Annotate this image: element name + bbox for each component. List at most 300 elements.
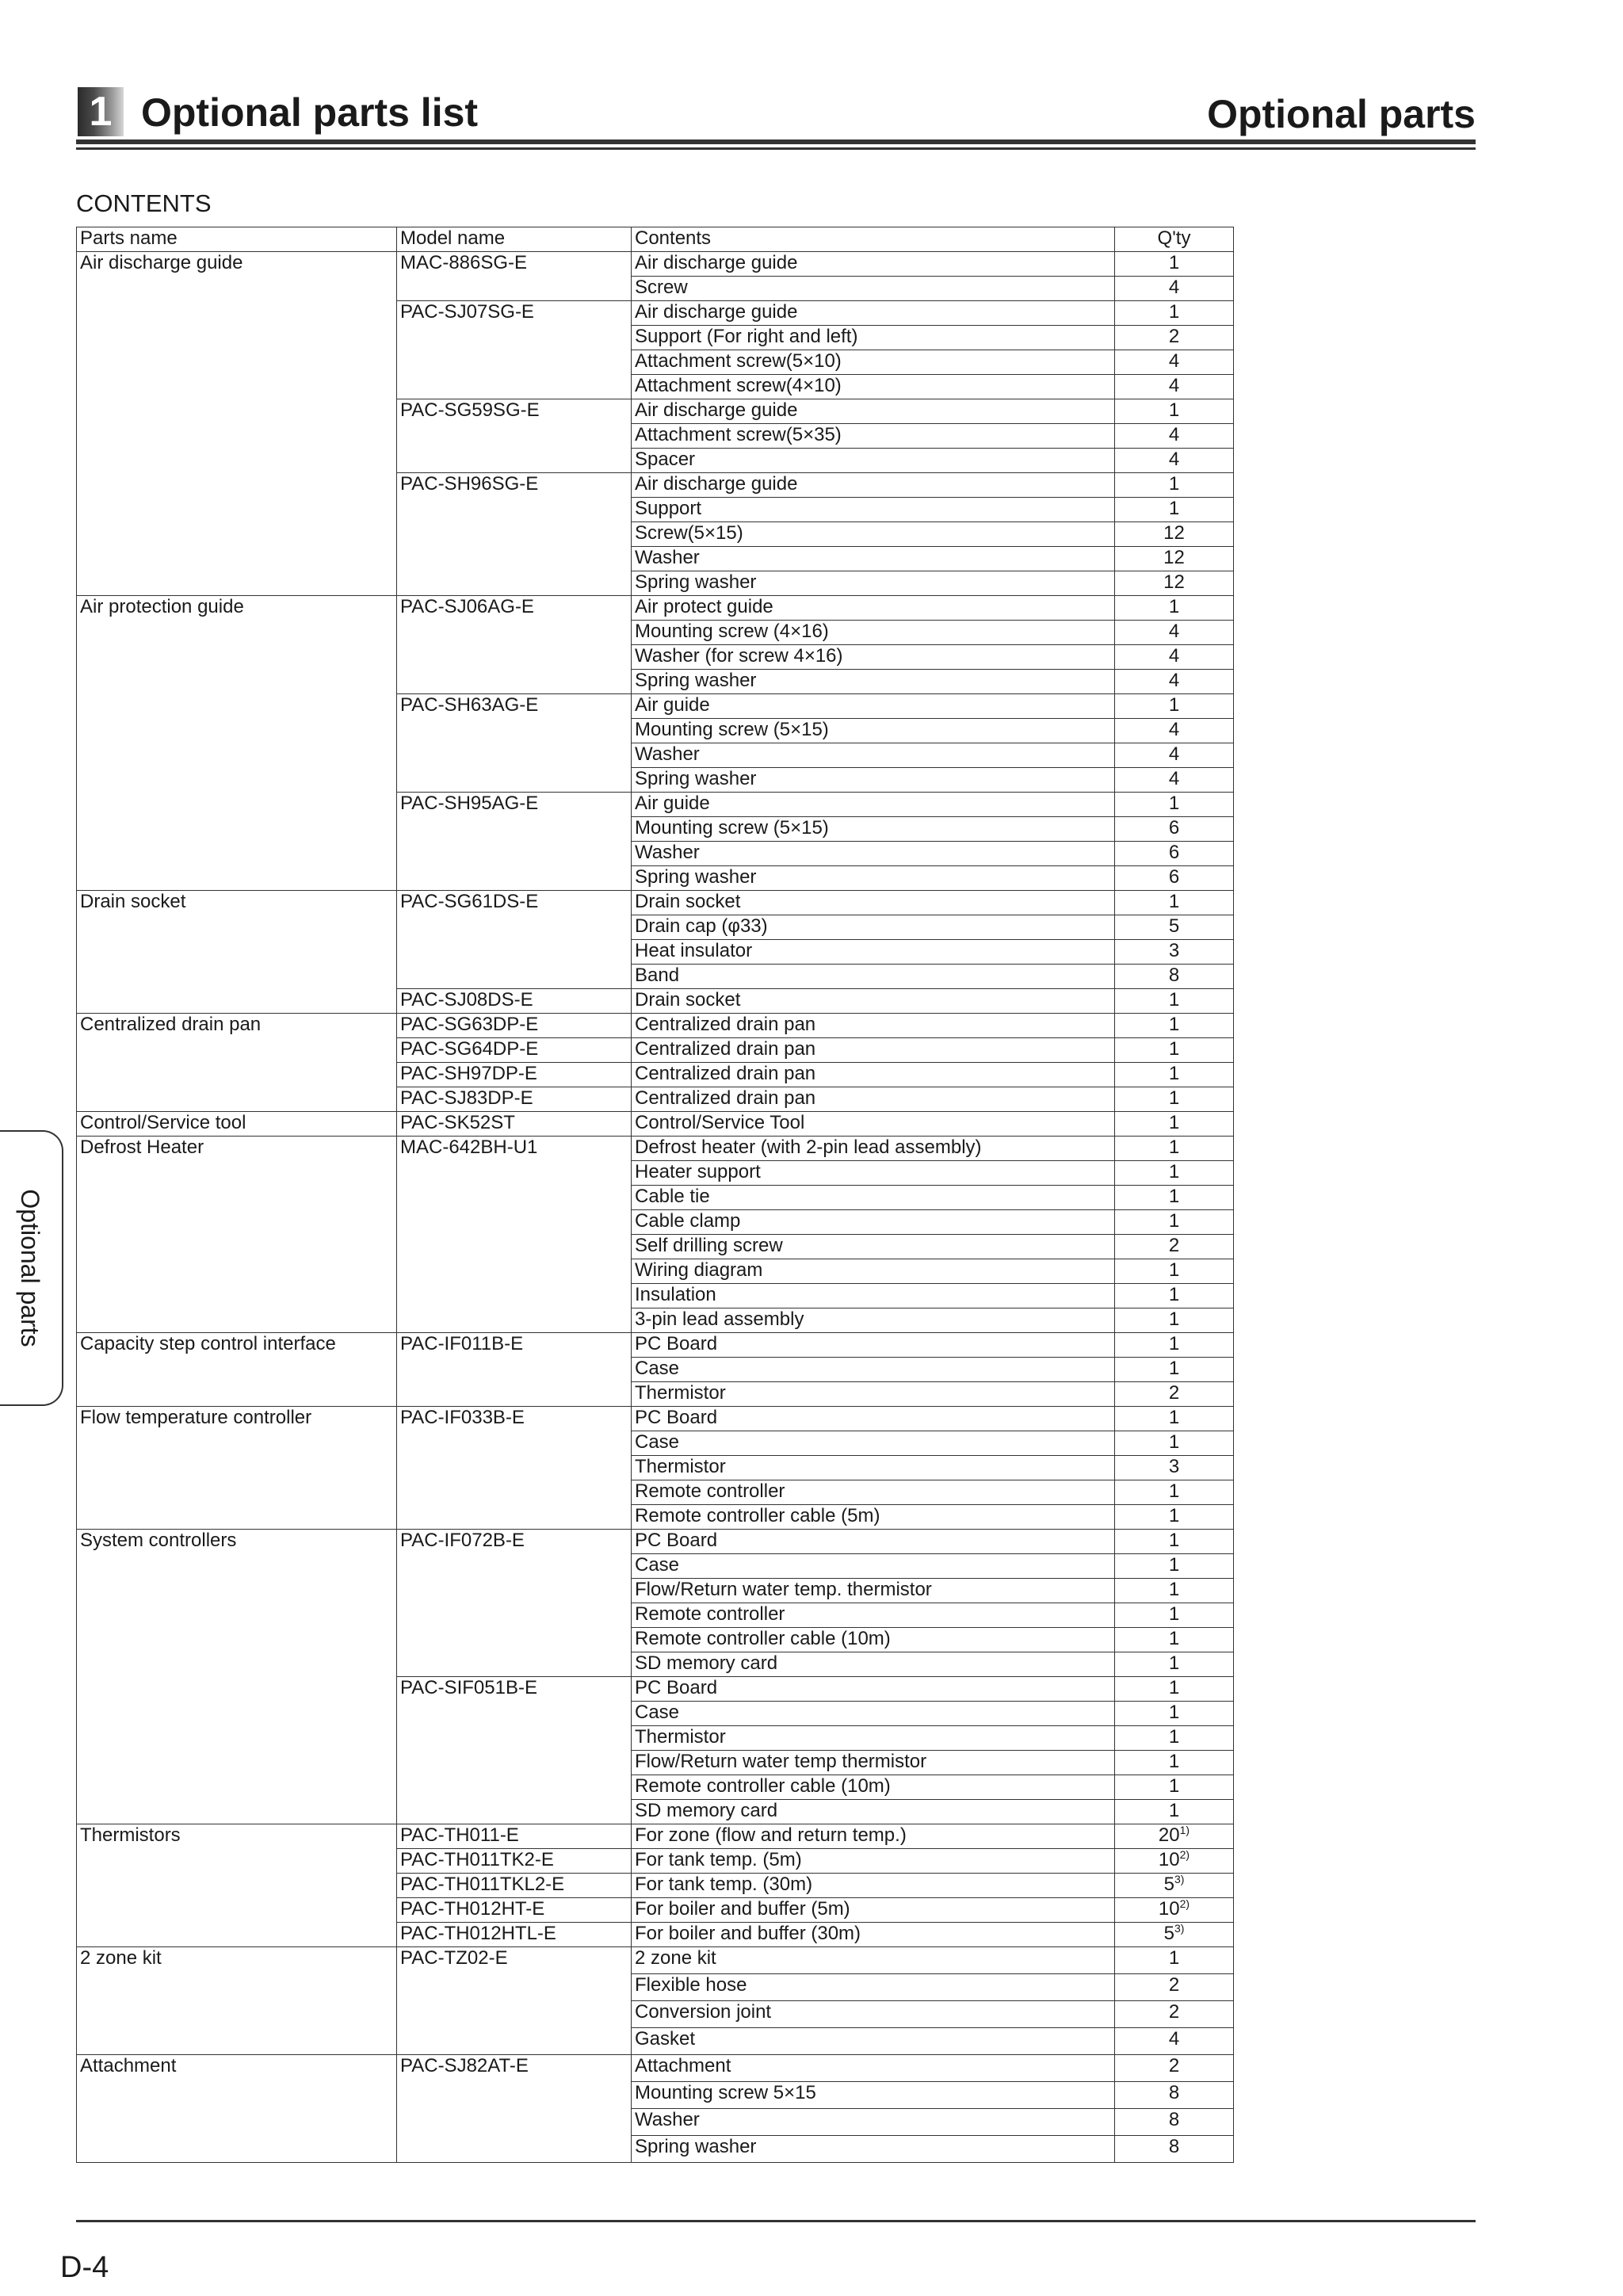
qty-value: 1 bbox=[1168, 1407, 1180, 1428]
qty-value: 1 bbox=[1168, 1333, 1180, 1354]
qty-cell bbox=[1115, 965, 1234, 989]
contents-cell: PC Board bbox=[632, 1407, 1115, 1431]
qty-cell bbox=[1115, 473, 1234, 498]
contents-cell: PC Board bbox=[632, 1333, 1115, 1358]
table-row bbox=[77, 891, 1234, 915]
qty-value: 2 bbox=[1168, 1974, 1180, 1996]
contents-cell: Remote controller cable (10m) bbox=[632, 1775, 1115, 1800]
qty-cell bbox=[1115, 2055, 1234, 2082]
contents-cell: Spring washer bbox=[632, 670, 1115, 694]
qty-cell bbox=[1115, 1974, 1234, 2001]
qty-value: 8 bbox=[1168, 2136, 1180, 2157]
model-name-cell: PAC-TH011TK2-E bbox=[397, 1849, 632, 1874]
qty-value: 1 bbox=[1168, 793, 1180, 814]
qty-cell bbox=[1115, 1038, 1234, 1063]
qty-value: 1 bbox=[1168, 1308, 1180, 1330]
qty-value: 2 bbox=[1168, 1382, 1180, 1404]
contents-cell: Wiring diagram bbox=[632, 1259, 1115, 1284]
parts-name-cell: Defrost Heater bbox=[77, 1137, 397, 1333]
contents-cell: Band bbox=[632, 965, 1115, 989]
contents-cell: Cable tie bbox=[632, 1186, 1115, 1210]
qty-cell bbox=[1115, 1947, 1234, 1974]
qty-value: 1 bbox=[1168, 498, 1180, 519]
contents-cell: Cable clamp bbox=[632, 1210, 1115, 1235]
model-name-cell: PAC-SH97DP-E bbox=[397, 1063, 632, 1087]
contents-cell: Washer bbox=[632, 547, 1115, 571]
qty-cell bbox=[1115, 1161, 1234, 1186]
qty-cell bbox=[1115, 1210, 1234, 1235]
table-row bbox=[77, 1112, 1234, 1137]
qty-cell bbox=[1115, 645, 1234, 670]
column-header-parts-name: Parts name bbox=[77, 227, 397, 252]
contents-cell: Spring washer bbox=[632, 2136, 1115, 2163]
qty-value: 1 bbox=[1168, 1112, 1180, 1133]
qty-value: 4 bbox=[1168, 350, 1180, 372]
model-name-cell: PAC-SH95AG-E bbox=[397, 793, 632, 891]
qty-value: 1 bbox=[1168, 1652, 1180, 1674]
contents-cell: Spacer bbox=[632, 449, 1115, 473]
table-header-row bbox=[77, 227, 1234, 252]
qty-value: 1 bbox=[1168, 1775, 1180, 1797]
qty-cell bbox=[1115, 1358, 1234, 1382]
contents-cell: Centralized drain pan bbox=[632, 1038, 1115, 1063]
qty-value: 1 bbox=[1168, 473, 1180, 495]
qty-value: 1 bbox=[1168, 1063, 1180, 1084]
qty-cell bbox=[1115, 2001, 1234, 2028]
parts-name-cell: Control/Service tool bbox=[77, 1112, 397, 1137]
contents-cell: Remote controller cable (5m) bbox=[632, 1505, 1115, 1530]
qty-cell bbox=[1115, 252, 1234, 277]
contents-cell: Mounting screw (4×16) bbox=[632, 621, 1115, 645]
parts-name-cell: 2 zone kit bbox=[77, 1947, 397, 2055]
contents-cell: 3-pin lead assembly bbox=[632, 1308, 1115, 1333]
model-name-cell: PAC-TH011TKL2-E bbox=[397, 1874, 632, 1898]
qty-cell bbox=[1115, 326, 1234, 350]
model-name-cell: PAC-SG64DP-E bbox=[397, 1038, 632, 1063]
model-name-cell: PAC-SJ83DP-E bbox=[397, 1087, 632, 1112]
contents-cell: Drain socket bbox=[632, 891, 1115, 915]
contents-cell: Air protect guide bbox=[632, 596, 1115, 621]
contents-cell: Case bbox=[632, 1554, 1115, 1579]
qty-value: 1 bbox=[1168, 1358, 1180, 1379]
qty-cell bbox=[1115, 350, 1234, 375]
qty-cell bbox=[1115, 2136, 1234, 2163]
contents-cell: Flexible hose bbox=[632, 1974, 1115, 2001]
contents-cell: Gasket bbox=[632, 2028, 1115, 2055]
qty-value: 1 bbox=[1168, 399, 1180, 421]
qty-cell bbox=[1115, 1014, 1234, 1038]
qty-value: 5 bbox=[1163, 1923, 1174, 1944]
qty-value: 4 bbox=[1168, 449, 1180, 470]
qty-value: 1 bbox=[1168, 1677, 1180, 1698]
qty-cell bbox=[1115, 1579, 1234, 1603]
qty-cell bbox=[1115, 891, 1234, 915]
optional-parts-table bbox=[76, 227, 1234, 2163]
contents-cell: Attachment screw(5×35) bbox=[632, 424, 1115, 449]
side-tab bbox=[0, 1130, 63, 1406]
contents-cell: For tank temp. (5m) bbox=[632, 1849, 1115, 1874]
model-name-cell: PAC-TH012HT-E bbox=[397, 1898, 632, 1923]
qty-cell bbox=[1115, 1898, 1234, 1923]
contents-cell: Centralized drain pan bbox=[632, 1014, 1115, 1038]
contents-cell: Case bbox=[632, 1358, 1115, 1382]
qty-footnote-mark: 2) bbox=[1179, 1848, 1190, 1861]
contents-cell: Drain socket bbox=[632, 989, 1115, 1014]
qty-cell bbox=[1115, 277, 1234, 301]
qty-cell bbox=[1115, 1137, 1234, 1161]
qty-footnote-mark: 3) bbox=[1174, 1873, 1185, 1885]
qty-cell bbox=[1115, 842, 1234, 866]
qty-cell bbox=[1115, 915, 1234, 940]
qty-cell bbox=[1115, 1186, 1234, 1210]
qty-value: 1 bbox=[1168, 1259, 1180, 1281]
qty-value: 1 bbox=[1168, 1038, 1180, 1060]
page-title: Optional parts list bbox=[141, 90, 479, 135]
qty-value: 1 bbox=[1168, 252, 1180, 273]
qty-value: 4 bbox=[1168, 719, 1180, 740]
qty-value: 4 bbox=[1168, 424, 1180, 445]
qty-cell bbox=[1115, 743, 1234, 768]
contents-cell: Remote controller bbox=[632, 1603, 1115, 1628]
table-row bbox=[77, 1137, 1234, 1161]
qty-value: 5 bbox=[1168, 915, 1180, 937]
qty-cell bbox=[1115, 1333, 1234, 1358]
contents-cell: SD memory card bbox=[632, 1800, 1115, 1824]
contents-cell: Spring washer bbox=[632, 571, 1115, 596]
contents-cell: Thermistor bbox=[632, 1726, 1115, 1751]
model-name-cell: PAC-SJ82AT-E bbox=[397, 2055, 632, 2163]
qty-cell bbox=[1115, 621, 1234, 645]
model-name-cell: PAC-SJ06AG-E bbox=[397, 596, 632, 694]
side-tab-label: Optional parts bbox=[16, 1189, 44, 1347]
contents-cell: Support (For right and left) bbox=[632, 326, 1115, 350]
qty-cell bbox=[1115, 1431, 1234, 1456]
contents-cell: Air discharge guide bbox=[632, 301, 1115, 326]
contents-cell: Spring washer bbox=[632, 866, 1115, 891]
section-title: Optional parts bbox=[1207, 92, 1476, 136]
qty-cell bbox=[1115, 1603, 1234, 1628]
qty-cell bbox=[1115, 547, 1234, 571]
qty-value: 6 bbox=[1168, 842, 1180, 863]
qty-cell bbox=[1115, 424, 1234, 449]
model-name-cell: PAC-TH012HTL-E bbox=[397, 1923, 632, 1947]
qty-cell bbox=[1115, 1259, 1234, 1284]
qty-cell bbox=[1115, 1751, 1234, 1775]
table-body bbox=[77, 252, 1234, 2163]
qty-cell bbox=[1115, 571, 1234, 596]
qty-cell bbox=[1115, 866, 1234, 891]
qty-cell bbox=[1115, 1554, 1234, 1579]
qty-value: 8 bbox=[1168, 2082, 1180, 2103]
contents-cell: Remote controller cable (10m) bbox=[632, 1628, 1115, 1652]
parts-name-cell: Capacity step control interface bbox=[77, 1333, 397, 1407]
qty-value: 1 bbox=[1168, 1087, 1180, 1109]
qty-value: 1 bbox=[1168, 1702, 1180, 1723]
qty-value: 1 bbox=[1168, 989, 1180, 1010]
table-row bbox=[77, 1824, 1234, 1849]
qty-value: 1 bbox=[1168, 1480, 1180, 1502]
qty-value: 6 bbox=[1168, 817, 1180, 839]
chapter-number-badge: 1 bbox=[78, 87, 124, 136]
table-row bbox=[77, 1333, 1234, 1358]
qty-cell bbox=[1115, 1063, 1234, 1087]
qty-cell bbox=[1115, 522, 1234, 547]
qty-value: 2 bbox=[1168, 2055, 1180, 2076]
table-row bbox=[77, 1014, 1234, 1038]
qty-value: 1 bbox=[1168, 1137, 1180, 1158]
contents-cell: Heater support bbox=[632, 1161, 1115, 1186]
qty-value: 1 bbox=[1168, 1554, 1180, 1576]
qty-value: 20 bbox=[1158, 1824, 1180, 1846]
qty-cell bbox=[1115, 1874, 1234, 1898]
contents-cell: Washer bbox=[632, 842, 1115, 866]
qty-footnote-mark: 1) bbox=[1179, 1824, 1190, 1836]
qty-cell bbox=[1115, 989, 1234, 1014]
qty-value: 12 bbox=[1163, 571, 1185, 593]
qty-value: 1 bbox=[1168, 1603, 1180, 1625]
qty-cell bbox=[1115, 1800, 1234, 1824]
contents-cell: SD memory card bbox=[632, 1652, 1115, 1677]
qty-value: 1 bbox=[1168, 694, 1180, 716]
contents-cell: Mounting screw (5×15) bbox=[632, 719, 1115, 743]
qty-value: 8 bbox=[1168, 2109, 1180, 2130]
qty-value: 4 bbox=[1168, 670, 1180, 691]
contents-cell: Control/Service Tool bbox=[632, 1112, 1115, 1137]
qty-value: 1 bbox=[1168, 1800, 1180, 1821]
contents-cell: Case bbox=[632, 1702, 1115, 1726]
qty-cell bbox=[1115, 2028, 1234, 2055]
model-name-cell: MAC-642BH-U1 bbox=[397, 1137, 632, 1333]
table-row bbox=[77, 1947, 1234, 1974]
qty-cell bbox=[1115, 2109, 1234, 2136]
contents-cell: Attachment screw(4×10) bbox=[632, 375, 1115, 399]
contents-cell: Air discharge guide bbox=[632, 473, 1115, 498]
qty-cell bbox=[1115, 940, 1234, 965]
contents-cell: Centralized drain pan bbox=[632, 1087, 1115, 1112]
qty-cell bbox=[1115, 301, 1234, 326]
qty-value: 4 bbox=[1168, 743, 1180, 765]
model-name-cell: PAC-SG61DS-E bbox=[397, 891, 632, 989]
qty-cell bbox=[1115, 1480, 1234, 1505]
column-header-qty: Q'ty bbox=[1115, 227, 1234, 252]
contents-cell: Mounting screw (5×15) bbox=[632, 817, 1115, 842]
qty-cell bbox=[1115, 1677, 1234, 1702]
contents-cell: Flow/Return water temp thermistor bbox=[632, 1751, 1115, 1775]
contents-cell: Mounting screw 5×15 bbox=[632, 2082, 1115, 2109]
qty-value: 12 bbox=[1163, 547, 1185, 568]
model-name-cell: PAC-TZ02-E bbox=[397, 1947, 632, 2055]
qty-cell bbox=[1115, 1923, 1234, 1947]
qty-value: 1 bbox=[1168, 1579, 1180, 1600]
qty-value: 4 bbox=[1168, 645, 1180, 667]
qty-value: 4 bbox=[1168, 277, 1180, 298]
qty-value: 2 bbox=[1168, 2001, 1180, 2023]
model-name-cell: PAC-IF033B-E bbox=[397, 1407, 632, 1530]
contents-cell: Air guide bbox=[632, 694, 1115, 719]
table-row bbox=[77, 252, 1234, 277]
contents-cell: Drain cap (φ33) bbox=[632, 915, 1115, 940]
contents-cell: Defrost heater (with 2-pin lead assembly) bbox=[632, 1137, 1115, 1161]
contents-cell: Attachment screw(5×10) bbox=[632, 350, 1115, 375]
contents-cell: Spring washer bbox=[632, 768, 1115, 793]
qty-value: 1 bbox=[1168, 1014, 1180, 1035]
contents-cell: Heat insulator bbox=[632, 940, 1115, 965]
qty-cell bbox=[1115, 1530, 1234, 1554]
qty-cell bbox=[1115, 670, 1234, 694]
contents-cell: Thermistor bbox=[632, 1456, 1115, 1480]
qty-value: 10 bbox=[1158, 1898, 1180, 1920]
column-header-model-name: Model name bbox=[397, 227, 632, 252]
qty-value: 1 bbox=[1168, 1505, 1180, 1526]
qty-cell bbox=[1115, 817, 1234, 842]
contents-cell: Air discharge guide bbox=[632, 399, 1115, 424]
qty-value: 1 bbox=[1168, 1186, 1180, 1207]
qty-value: 3 bbox=[1168, 940, 1180, 961]
qty-footnote-mark: 3) bbox=[1174, 1922, 1185, 1935]
qty-cell bbox=[1115, 1824, 1234, 1849]
model-name-cell: PAC-SH96SG-E bbox=[397, 473, 632, 596]
contents-cell: 2 zone kit bbox=[632, 1947, 1115, 1974]
contents-cell: Washer bbox=[632, 743, 1115, 768]
qty-value: 6 bbox=[1168, 866, 1180, 888]
contents-cell: Support bbox=[632, 498, 1115, 522]
qty-value: 1 bbox=[1168, 1751, 1180, 1772]
contents-cell: For boiler and buffer (5m) bbox=[632, 1898, 1115, 1923]
qty-footnote-mark: 2) bbox=[1179, 1897, 1190, 1910]
qty-value: 12 bbox=[1163, 522, 1185, 544]
qty-value: 1 bbox=[1168, 891, 1180, 912]
qty-cell bbox=[1115, 1112, 1234, 1137]
contents-cell: Air guide bbox=[632, 793, 1115, 817]
parts-name-cell: Centralized drain pan bbox=[77, 1014, 397, 1112]
model-name-cell: PAC-IF072B-E bbox=[397, 1530, 632, 1677]
qty-cell bbox=[1115, 498, 1234, 522]
contents-cell: Screw(5×15) bbox=[632, 522, 1115, 547]
contents-cell: Washer (for screw 4×16) bbox=[632, 645, 1115, 670]
contents-cell: Centralized drain pan bbox=[632, 1063, 1115, 1087]
contents-cell: Case bbox=[632, 1431, 1115, 1456]
qty-value: 1 bbox=[1168, 1210, 1180, 1232]
qty-value: 1 bbox=[1168, 1161, 1180, 1182]
qty-cell bbox=[1115, 449, 1234, 473]
parts-name-cell: System controllers bbox=[77, 1530, 397, 1824]
qty-cell bbox=[1115, 375, 1234, 399]
qty-cell bbox=[1115, 1702, 1234, 1726]
model-name-cell: PAC-SG63DP-E bbox=[397, 1014, 632, 1038]
qty-cell bbox=[1115, 719, 1234, 743]
table-row bbox=[77, 2055, 1234, 2082]
contents-cell: Remote controller bbox=[632, 1480, 1115, 1505]
qty-value: 1 bbox=[1168, 1947, 1180, 1969]
qty-value: 4 bbox=[1168, 768, 1180, 789]
footer-rule bbox=[76, 2220, 1476, 2222]
qty-cell bbox=[1115, 1628, 1234, 1652]
qty-cell bbox=[1115, 1726, 1234, 1751]
contents-cell: PC Board bbox=[632, 1677, 1115, 1702]
page-header bbox=[76, 82, 1476, 152]
qty-cell bbox=[1115, 2082, 1234, 2109]
contents-cell: Air discharge guide bbox=[632, 252, 1115, 277]
table-row bbox=[77, 596, 1234, 621]
qty-value: 1 bbox=[1168, 1726, 1180, 1748]
column-header-contents: Contents bbox=[632, 227, 1115, 252]
model-name-cell: PAC-IF011B-E bbox=[397, 1333, 632, 1407]
page-number: D-4 bbox=[60, 2251, 109, 2284]
qty-value: 8 bbox=[1168, 965, 1180, 986]
contents-cell: For zone (flow and return temp.) bbox=[632, 1824, 1115, 1849]
qty-cell bbox=[1115, 1407, 1234, 1431]
model-name-cell: PAC-SJ07SG-E bbox=[397, 301, 632, 399]
model-name-cell: PAC-SK52ST bbox=[397, 1112, 632, 1137]
qty-value: 1 bbox=[1168, 596, 1180, 617]
contents-cell: Attachment bbox=[632, 2055, 1115, 2082]
qty-value: 4 bbox=[1168, 375, 1180, 396]
contents-cell: Washer bbox=[632, 2109, 1115, 2136]
qty-value: 1 bbox=[1168, 301, 1180, 323]
qty-cell bbox=[1115, 596, 1234, 621]
qty-cell bbox=[1115, 694, 1234, 719]
qty-cell bbox=[1115, 1308, 1234, 1333]
table-row bbox=[77, 1407, 1234, 1431]
qty-cell bbox=[1115, 1652, 1234, 1677]
qty-cell bbox=[1115, 1849, 1234, 1874]
qty-cell bbox=[1115, 1235, 1234, 1259]
model-name-cell: PAC-SJ08DS-E bbox=[397, 989, 632, 1014]
qty-cell bbox=[1115, 768, 1234, 793]
contents-cell: Conversion joint bbox=[632, 2001, 1115, 2028]
qty-value: 1 bbox=[1168, 1628, 1180, 1649]
table-row bbox=[77, 1530, 1234, 1554]
header-rule-thick bbox=[76, 139, 1476, 144]
qty-cell bbox=[1115, 1505, 1234, 1530]
contents-cell: Screw bbox=[632, 277, 1115, 301]
model-name-cell: PAC-SIF051B-E bbox=[397, 1677, 632, 1824]
qty-value: 3 bbox=[1168, 1456, 1180, 1477]
qty-value: 4 bbox=[1168, 2028, 1180, 2050]
qty-cell bbox=[1115, 1284, 1234, 1308]
contents-cell: Self drilling screw bbox=[632, 1235, 1115, 1259]
qty-value: 1 bbox=[1168, 1431, 1180, 1453]
contents-cell: Thermistor bbox=[632, 1382, 1115, 1407]
parts-name-cell: Air discharge guide bbox=[77, 252, 397, 596]
qty-cell bbox=[1115, 1087, 1234, 1112]
parts-name-cell: Attachment bbox=[77, 2055, 397, 2163]
parts-name-cell: Air protection guide bbox=[77, 596, 397, 891]
model-name-cell: MAC-886SG-E bbox=[397, 252, 632, 301]
qty-value: 1 bbox=[1168, 1284, 1180, 1305]
qty-cell bbox=[1115, 793, 1234, 817]
model-name-cell: PAC-SH63AG-E bbox=[397, 694, 632, 793]
contents-cell: For boiler and buffer (30m) bbox=[632, 1923, 1115, 1947]
parts-name-cell: Drain socket bbox=[77, 891, 397, 1014]
qty-value: 2 bbox=[1168, 326, 1180, 347]
qty-cell bbox=[1115, 1382, 1234, 1407]
qty-value: 10 bbox=[1158, 1849, 1180, 1870]
qty-cell bbox=[1115, 1775, 1234, 1800]
qty-value: 4 bbox=[1168, 621, 1180, 642]
parts-name-cell: Flow temperature controller bbox=[77, 1407, 397, 1530]
contents-cell: PC Board bbox=[632, 1530, 1115, 1554]
model-name-cell: PAC-TH011-E bbox=[397, 1824, 632, 1849]
contents-cell: Insulation bbox=[632, 1284, 1115, 1308]
qty-cell bbox=[1115, 1456, 1234, 1480]
header-rule-thin bbox=[76, 147, 1476, 150]
contents-cell: Flow/Return water temp. thermistor bbox=[632, 1579, 1115, 1603]
qty-value: 2 bbox=[1168, 1235, 1180, 1256]
contents-heading: CONTENTS bbox=[76, 189, 212, 217]
contents-cell: For tank temp. (30m) bbox=[632, 1874, 1115, 1898]
qty-cell bbox=[1115, 399, 1234, 424]
